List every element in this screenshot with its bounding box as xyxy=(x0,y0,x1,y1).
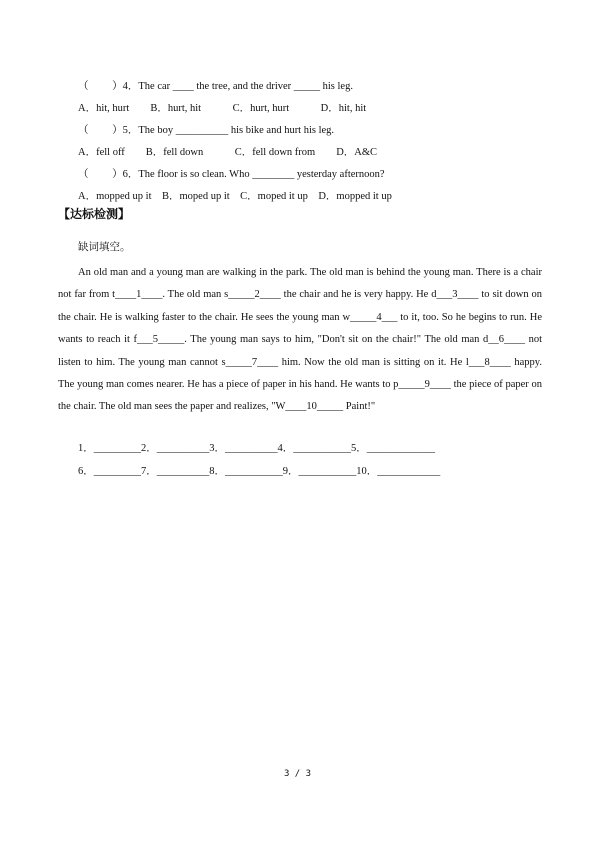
question-5-stem: （ ）5．The boy __________ his bike and hurt his leg. xyxy=(78,125,335,136)
question-6-stem: （ ）6．The floor is so clean. Who ________ yesterday afternoon? xyxy=(78,169,385,180)
section-heading: 【达标检测】 xyxy=(58,207,131,221)
answer-line-2: 6．_________7．__________8．___________9．___________10．____________ xyxy=(78,466,441,477)
section-instruction: 缺词填空。 xyxy=(78,241,131,253)
question-6-options: A．mopped up it B．moped up it C．moped it up D．mopped it up xyxy=(78,191,392,202)
cloze-passage-text: An old man and a young man are walking in the park. The old man is behind the young man. There is a chair not far from t____1____. The old man s_____2____ the chair and he is very happy. He d___3____ to sit down on the chair. He is walking faster to the chair. He sees the young man w_____4___ to it, too. So he begins to run. He wants to reach it f___5_____. The young man says to him, "Don't sit on the chair!" The old man d__6____ not listen to him. The young man cannot s_____7____ him. Now the old man is sitting on it. He l___8____ happy. The young man comes nearer. He has a piece of paper in his hand. He wants to p_____9____ the piece of paper on the chair. The old man sees the paper and realizes, "W____10_____ Paint!" xyxy=(58,267,542,413)
page-number: 3 / 3 xyxy=(283,769,312,779)
question-4-options: A．hit, hurt B．hurt, hit C．hurt, hurt D．hit, hit xyxy=(78,103,367,114)
question-5-options: A．fell off B．fell down C．fell down from D．A&C xyxy=(78,147,378,158)
answer-line-1: 1．_________2．__________3．__________4．___________5．_____________ xyxy=(78,443,435,454)
cloze-passage xyxy=(58,262,542,419)
question-4-stem: （ ）4．The car ____ the tree, and the driver _____ his leg. xyxy=(78,81,353,92)
